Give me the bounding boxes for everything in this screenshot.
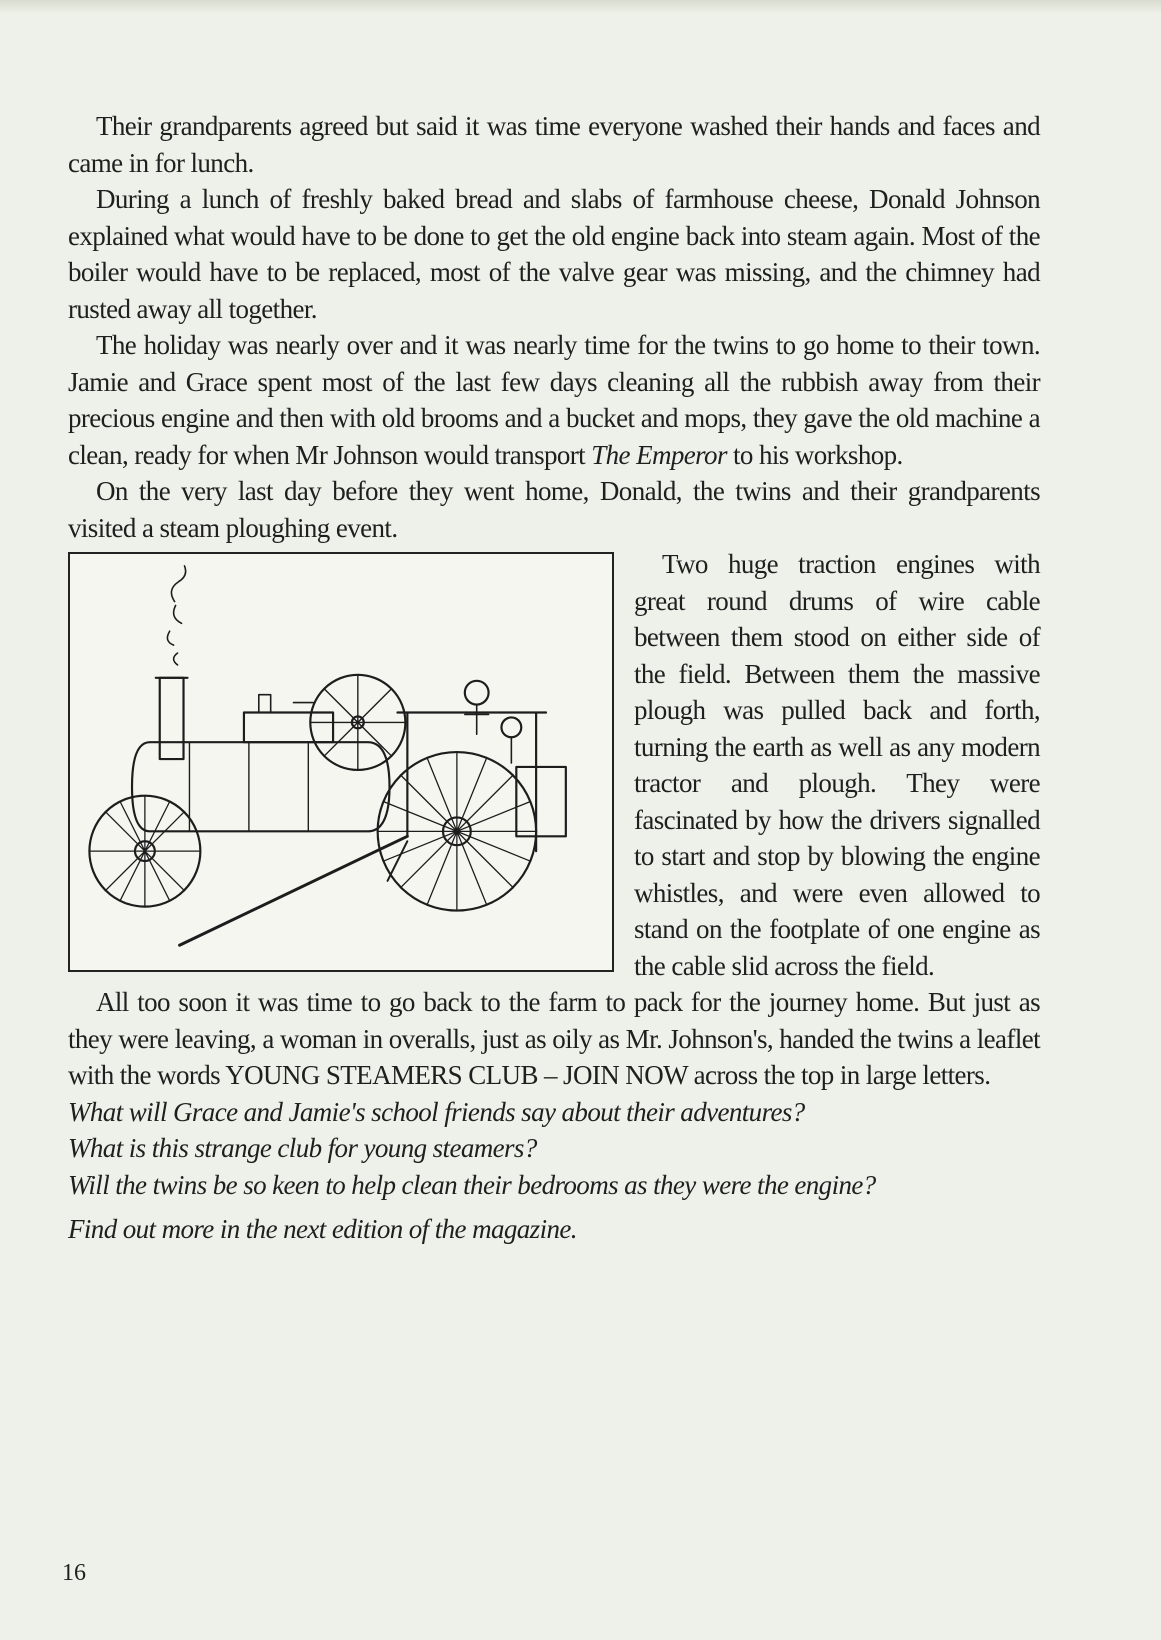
page-number: 16 (62, 1560, 86, 1586)
closing-line: Find out more in the next edition of the magazine. (68, 1214, 577, 1244)
paragraph-3-text: The holiday was nearly over and it was nearly time for the twins to go home to their town. Jamie and Grace spent most of the last few days cleaning all the rubbish away from their precious engine and then with old brooms and a bucket and mops, they gave the old machine a clean, ready for when Mr Johnson would transport (68, 330, 1040, 470)
paragraph-3-end: to his workshop. (726, 439, 903, 470)
page-top-edge (0, 0, 1161, 14)
traction-engine-illustration (68, 552, 614, 972)
traction-engine-drawing (70, 554, 612, 970)
question-2: What is this strange club for young steamers? (68, 1133, 537, 1163)
paragraph-5: Two huge traction engines with great round drums of wire cable between them stood on either side of the field. Between them the massive plough was pulled back and forth, turning the earth as well as any modern tractor and plough. They were fascinated by how the drivers signalled to start and stop by blowing the engine whistles, and were even allowed to stand on the footplate of one engine as the cable slid across the field. (634, 549, 1040, 981)
paragraph-1: Their grandparents agreed but said it was time everyone washed their hands and faces and came in for lunch. (68, 111, 1040, 178)
paragraph-3 (68, 327, 1040, 473)
paragraph-4: On the very last day before they went home, Donald, the twins and their grandparents visited a steam ploughing event. (68, 476, 1040, 543)
story-column (68, 108, 1040, 1248)
paragraph-2: During a lunch of freshly baked bread and slabs of farmhouse cheese, Donald Johnson explained what would have to be done to get the old engine back into steam again. Most of the boiler would have to be replaced, most of the valve gear was missing, and the chimney had rusted away all together. (68, 184, 1040, 324)
question-3: Will the twins be so keen to help clean their bedrooms as they were the engine? (68, 1169, 876, 1200)
teaser-questions (68, 1094, 1040, 1248)
engine-name: The Emperor (591, 439, 727, 470)
question-1: What will Grace and Jamie's school friends say about their adventures? (68, 1096, 805, 1127)
paragraph-6: All too soon it was time to go back to the farm to pack for the journey home. But just as they were leaving, a woman in overalls, just as oily as Mr. Johnson's, handed the twins a leaflet with the words YOUNG STEAMERS CLUB – JOIN NOW across the top in large letters. (68, 987, 1040, 1090)
